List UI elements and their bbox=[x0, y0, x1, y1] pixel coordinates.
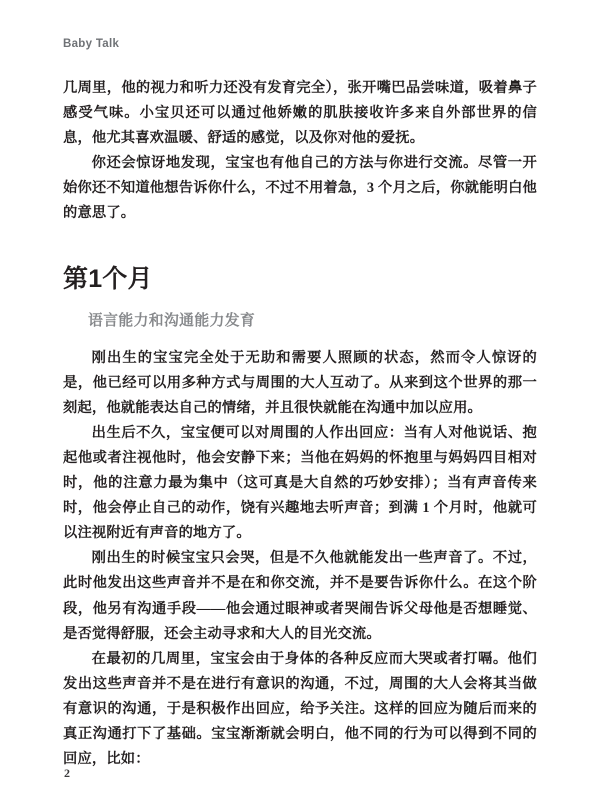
spacer-after-section bbox=[63, 332, 537, 346]
text-column bbox=[63, 76, 537, 772]
paragraph-3: 刚出生的宝宝完全处于无助和需要人照顾的状态，然而令人惊讶的是，他已经可以用多种方式与周围的大人互动了。从来到这个世界的那一刻起，他就能表达自己的情绪，并且很快就能在沟通中加以应用。 bbox=[63, 349, 537, 416]
paragraph-6: 在最初的几周里，宝宝会由于身体的各种反应而大哭或者打嗝。他们发出这些声音并不是在进行有意识的沟通，不过，周围的大人会将其当做有意识的沟通，于是积极作出回应，给予关注。这样的回应为随后而来的真正沟通打下了基础。宝宝渐渐就会明白，他不同的行为可以得到不同的回应，比如： bbox=[63, 650, 537, 768]
section-title: 语言能力和沟通能力发育 bbox=[88, 312, 256, 329]
spacer-before-chapter bbox=[63, 227, 537, 263]
chapter-title: 第1个月 bbox=[63, 264, 153, 293]
paragraph-continued: 几周里，他的视力和听力还没有发育完全），张开嘴巴品尝味道，吸着鼻子感受气味。小宝贝还可以通过他娇嫩的肌肤接收许多来自外部世界的信息，他尤其喜欢温暖、舒适的感觉，以及你对他的爱抚。 bbox=[63, 80, 537, 147]
page-number: 2 bbox=[64, 766, 70, 780]
paragraph-4: 出生后不久，宝宝便可以对周围的人作出回应：当有人对他说话、抱起他或者注视他时，他会安静下来；当他在妈妈的怀抱里与妈妈四目相对时，他的注意力最为集中（这可真是大自然的巧妙安排）；当有声音传来时，他会停止自己的动作，饶有兴趣地去听声音；到满 1 个月时，他就可以注视附近有声音的地方了。 bbox=[63, 424, 537, 542]
paragraph-2: 你还会惊讶地发现，宝宝也有他自己的方法与你进行交流。尽管一开始你还不知道他想告诉你什么，不过不用着急，3 个月之后，你就能明白他的意思了。 bbox=[63, 155, 537, 222]
spacer-after-chapter bbox=[63, 295, 537, 310]
paragraph-5: 刚出生的时候宝宝只会哭，但是不久他就能发出一些声音了。不过，此时他发出这些声音并不是在和你交流，并不是要告诉你什么。在这个阶段，他另有沟通手段——他会通过眼神或者哭闹告诉父母他是否想睡觉、是否觉得舒服，还会主动寻求和大人的目光交流。 bbox=[63, 550, 537, 642]
running-header: Baby Talk bbox=[63, 38, 120, 50]
